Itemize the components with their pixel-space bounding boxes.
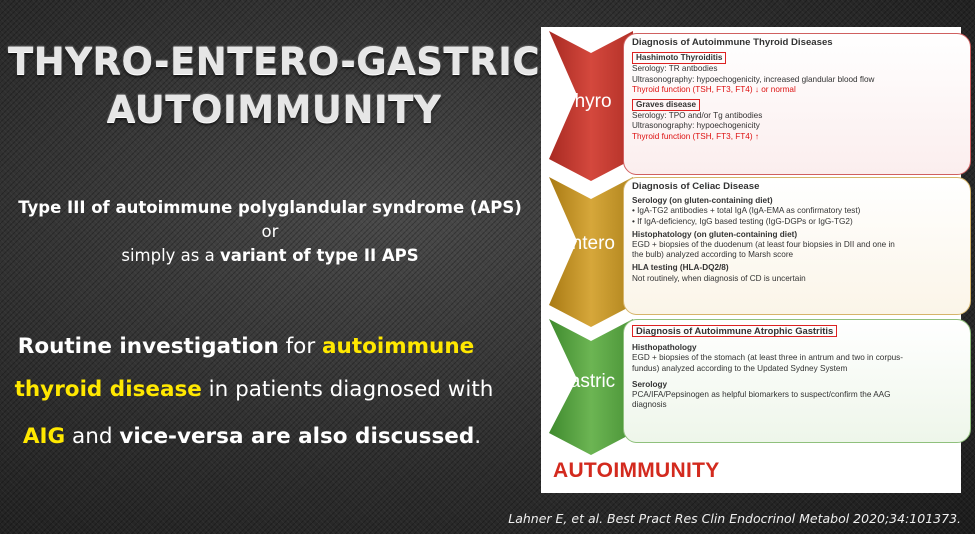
- slide-title-line-1: THYRO-ENTERO-GASTRIC: [7, 40, 541, 83]
- entero-label: Entero: [559, 233, 615, 254]
- body-for: for: [278, 334, 322, 359]
- gastric-serology-2: diagnosis: [632, 400, 667, 410]
- celiac-serology-heading: Serology (on gluten-containing diet): [632, 196, 773, 206]
- body-line-3: [0, 424, 512, 449]
- celiac-histopathology-1: EGD + biopsies of the duodenum (at least four biopsies in DII and one in: [632, 240, 895, 250]
- body-thyroid-disease: thyroid disease: [14, 377, 202, 402]
- body-line-2: [0, 377, 514, 402]
- subtitle-line-3: [0, 246, 550, 265]
- hashimoto-heading: Hashimoto Thyroiditis: [632, 52, 726, 64]
- body-patients-diagnosed: in patients diagnosed with: [201, 377, 494, 402]
- gastric-histopathology-1: EGD + biopsies of the stomach (at least three in antrum and two in corpus-: [632, 353, 904, 363]
- thyro-label: Thyro: [563, 91, 612, 112]
- entero-box: [623, 177, 971, 315]
- gastric-heading: Diagnosis of Autoimmune Atrophic Gastritis: [632, 325, 837, 337]
- celiac-serology-1: • IgA-TG2 antibodies + total IgA (IgA-EMA as confirmatory test): [632, 206, 861, 216]
- gastric-histopathology-heading: Histhopathology: [632, 343, 697, 353]
- gastric-label: Gastric: [555, 371, 616, 392]
- hashimoto-ultrasonography: Ultrasonography: hypoechogenicity, increased glandular blood flow: [632, 74, 875, 84]
- graves-ultrasonography: Ultrasonography: hypoechogenicity: [632, 121, 760, 131]
- body-vice-versa: vice-versa are also discussed: [119, 424, 475, 449]
- subtitle-line-1: [0, 198, 550, 217]
- gastric-box: [623, 319, 971, 443]
- subtitle-variant: variant of type II APS: [220, 246, 419, 265]
- gastric-serology-heading: Serology: [632, 379, 668, 389]
- body-autoimmune: autoimmune: [322, 334, 475, 359]
- gastric-serology-1: PCA/IFA/Pepsinogen as helpful biomarkers to suspect/confirm the AAG: [632, 390, 891, 400]
- celiac-hla-text: Not routinely, when diagnosis of CD is uncertain: [632, 273, 806, 283]
- hashimoto-thyroid-function: Thyroid function (TSH, FT3, FT4) ↓ or normal: [632, 84, 796, 94]
- gastric-histopathology-2: fundus) analyzed according to the Updated Sydney System: [632, 363, 848, 373]
- celiac-histopathology-2: the bulb) analyzed according to Marsh score: [632, 250, 794, 260]
- celiac-serology-2: • If IgA-deficiency, IgG based testing (IgG-DGPs or IgG-TG2): [632, 216, 853, 226]
- celiac-hla-heading: HLA testing (HLA-DQ2/8): [632, 263, 729, 273]
- subtitle-pre: simply as a: [121, 246, 220, 265]
- hashimoto-serology: Serology: TR antbodies: [632, 64, 718, 74]
- celiac-histopathology-heading: Histophatology (on gluten-containing diet): [632, 229, 798, 239]
- subtitle-line-2: or: [261, 222, 279, 241]
- body-aig: AIG: [22, 424, 66, 449]
- subtitle-aps-type: Type III of autoimmune polyglandular syndrome (APS): [18, 198, 522, 217]
- body-and: and: [65, 424, 120, 449]
- body-routine-investigation: Routine investigation: [17, 334, 279, 359]
- citation: Lahner E, et al. Best Pract Res Clin Endocrinol Metabol 2020;34:101373.: [508, 511, 961, 526]
- figure-footer-autoimmunity: AUTOIMMUNITY: [553, 459, 720, 482]
- figure-panel: [541, 27, 961, 493]
- body-line-1: [0, 334, 506, 359]
- graves-serology: Serology: TPO and/or Tg antibodies: [632, 111, 763, 121]
- thyro-box: [623, 33, 971, 175]
- entero-heading: Diagnosis of Celiac Disease: [632, 181, 760, 192]
- graves-thyroid-function: Thyroid function (TSH, FT3, FT4) ↑: [632, 131, 759, 141]
- graves-heading: Graves disease: [632, 99, 700, 111]
- thyro-heading: Diagnosis of Autoimmune Thyroid Diseases: [632, 37, 833, 48]
- slide-title-line-2: AUTOIMMUNITY: [106, 88, 442, 131]
- body-period: .: [474, 424, 482, 449]
